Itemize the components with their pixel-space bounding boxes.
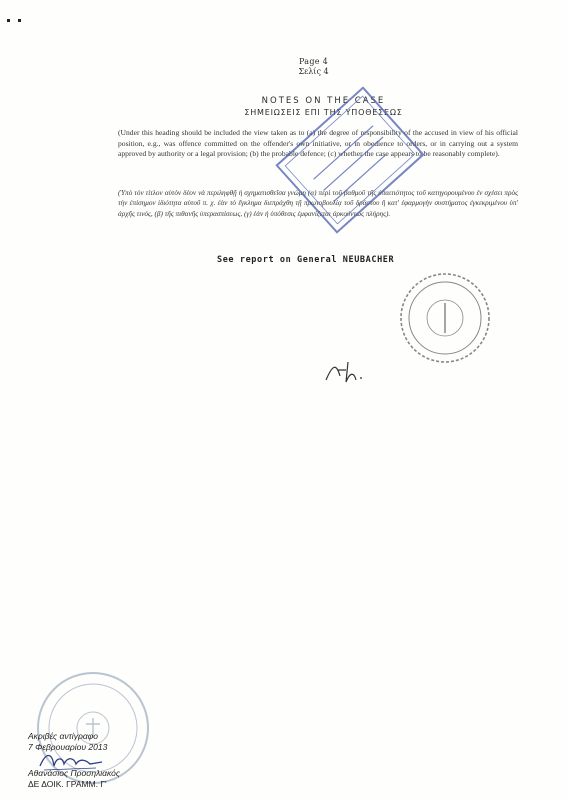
certification-date: 7 Φεβρουαρίου 2013 xyxy=(28,742,108,752)
section-title-en: NOTES ON THE CASE xyxy=(261,96,386,106)
case-note: See report on General NEUBACHER xyxy=(217,255,395,265)
official-name: Αθανάσιος Προσηλιακός xyxy=(28,768,120,778)
instructions-gr: (Ὑπὸ τὸν τίτλον αὐτὸν δέον νὰ περιληφθῇ ἡ σχηματισθεῖσα γνώμη (α) περὶ τοῦ βαθμοῦ τῆς ὑπαιτιότητος τοῦ κατηγορουμένου ἐν σχέσει πρὸς τὴν ἐπίσημον ἰδιότητα αὐτοῦ π. χ. ἐὰν τὸ ἔγκλημα διεπράχθη τῇ πρωτοβουλίᾳ τοῦ δράστου ἢ κατ' ἐφαρμογὴν συστήματος ἐγκεκριμένου ὑπ' ἀρχῆς τινός, (β) τῆς πιθανῆς ὑπερασπίσεως, (γ) ἐὰν ἡ ὑπόθεσις ἐμφανίζεται ἀρκούντως πλήρης). xyxy=(118,189,518,218)
instructions-en: (Under this heading should be included the view taken as to (a) the degree of responsibility of the accused in view of his official position, e.g., was offence committed on the offender's own initiative, or in obedience to orders, or in carrying out a system approved by authority or a legal provision; (b) the probable defence; (c) whether the case appears to be reasonably complete). xyxy=(118,128,518,159)
official-title: ΔΕ ΔΟΙΚ. ΓΡΑΜΜ. Γ' xyxy=(28,779,107,789)
section-title-gr: ΣΗΜΕΙΩΣΕΙΣ ΕΠΙ ΤΗΣ ΥΠΟΘΕΣΕΩΣ xyxy=(244,108,403,117)
scan-mark xyxy=(18,19,21,22)
round-seal xyxy=(395,268,495,368)
page-number-gr: Σελίς 4 xyxy=(298,67,329,76)
blue-stamp xyxy=(270,60,430,260)
page-number-en: Page 4 xyxy=(298,57,329,66)
certified-copy-label: Ακριβές αντίγραφο xyxy=(28,731,98,741)
scan-mark xyxy=(7,19,10,22)
initials-signature xyxy=(322,356,382,386)
